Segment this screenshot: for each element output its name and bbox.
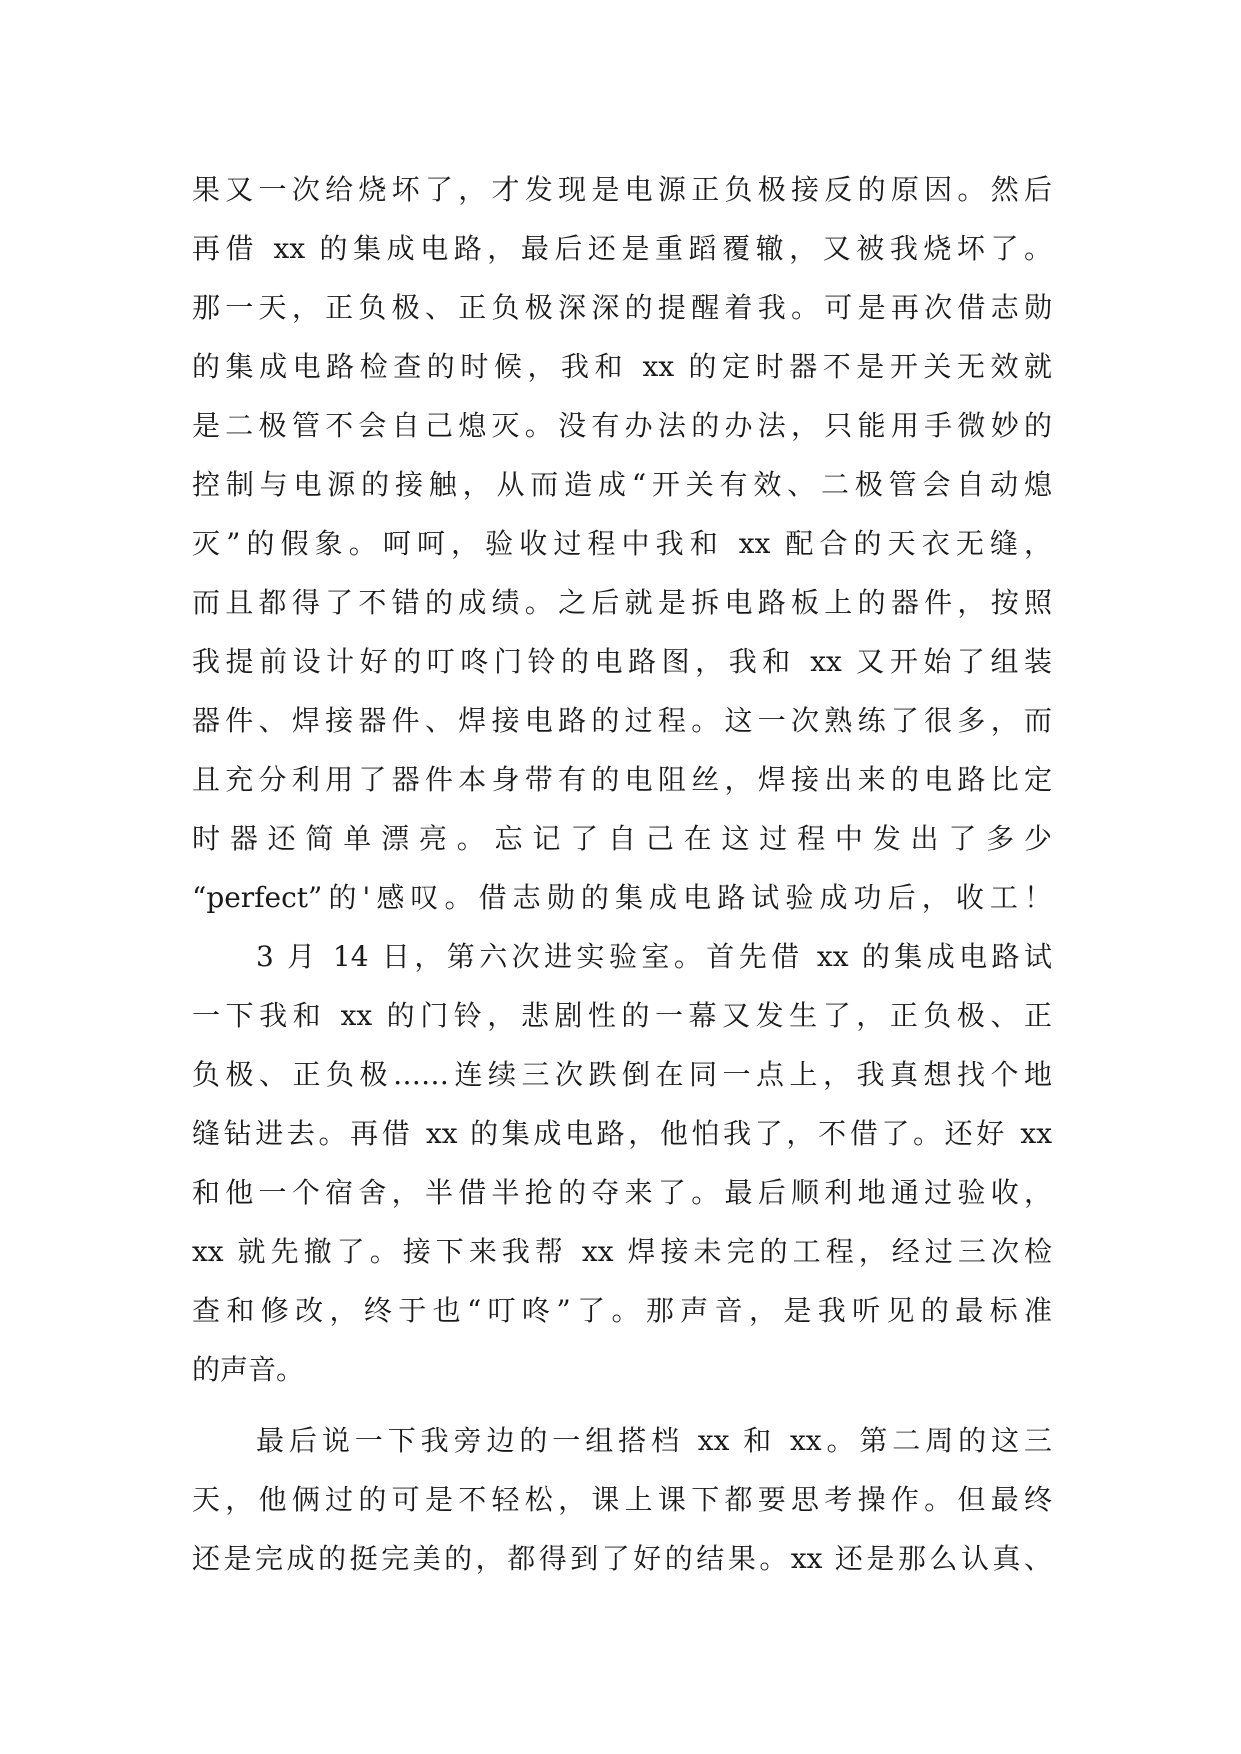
text-line: 天，他俩过的可是不轻松，课上课下都要思考操作。但最终 bbox=[192, 1483, 1052, 1516]
text-line: 3 月 14 日，第六次进实验室。首先借 xx 的集成电路试 bbox=[256, 940, 1052, 973]
body-text bbox=[192, 160, 1052, 1588]
text-line: 时器还简单漂亮。忘记了自己在这过程中发出了多少 bbox=[192, 822, 1052, 855]
text-line: 还是完成的挺完美的，都得到了好的结果。xx 还是那么认真、 bbox=[192, 1542, 1052, 1575]
text-line: 且充分利用了器件本身带有的电阻丝，焊接出来的电路比定 bbox=[192, 763, 1052, 796]
text-line: 我提前设计好的叮咚门铃的电路图，我和 xx 又开始了组装 bbox=[192, 645, 1052, 678]
text-line: 的声音。 bbox=[192, 1353, 305, 1386]
text-line: 最后说一下我旁边的一组搭档 xx 和 xx。第二周的这三 bbox=[256, 1424, 1052, 1457]
text-line: 的集成电路检查的时候，我和 xx 的定时器不是开关无效就 bbox=[192, 350, 1052, 383]
text-line: 再借 xx 的集成电路，最后还是重蹈覆辙，又被我烧坏了。 bbox=[192, 232, 1052, 265]
text-line: 缝钻进去。再借 xx 的集成电路，他怕我了，不借了。还好 xx bbox=[192, 1117, 1052, 1150]
text-line: 和他一个宿舍，半借半抢的夺来了。最后顺利地通过验收， bbox=[192, 1176, 1052, 1209]
text-line: 一下我和 xx 的门铃，悲剧性的一幕又发生了，正负极、正 bbox=[192, 999, 1052, 1032]
text-line: 灭”的假象。呵呵，验收过程中我和 xx 配合的天衣无缝， bbox=[192, 527, 1052, 560]
text-line: 控制与电源的接触，从而造成“开关有效、二极管会自动熄 bbox=[192, 468, 1052, 501]
text-line: 而且都得了不错的成绩。之后就是拆电路板上的器件，按照 bbox=[192, 586, 1052, 619]
text-line: xx 就先撤了。接下来我帮 xx 焊接未完的工程，经过三次检 bbox=[192, 1235, 1052, 1268]
text-line: 那一天，正负极、正负极深深的提醒着我。可是再次借志勋 bbox=[192, 291, 1052, 324]
text-line: “perfect”的'感叹。借志勋的集成电路试验成功后，收工！ bbox=[192, 881, 1052, 914]
text-line: 负极、正负极……连续三次跌倒在同一点上，我真想找个地 bbox=[192, 1058, 1052, 1091]
text-line: 是二极管不会自己熄灭。没有办法的办法，只能用手微妙的 bbox=[192, 409, 1052, 442]
text-line: 查和修改，终于也“叮咚”了。那声音，是我听见的最标准 bbox=[192, 1294, 1052, 1327]
text-line: 器件、焊接器件、焊接电路的过程。这一次熟练了很多，而 bbox=[192, 704, 1052, 737]
text-line: 果又一次给烧坏了，才发现是电源正负极接反的原因。然后 bbox=[192, 173, 1052, 206]
